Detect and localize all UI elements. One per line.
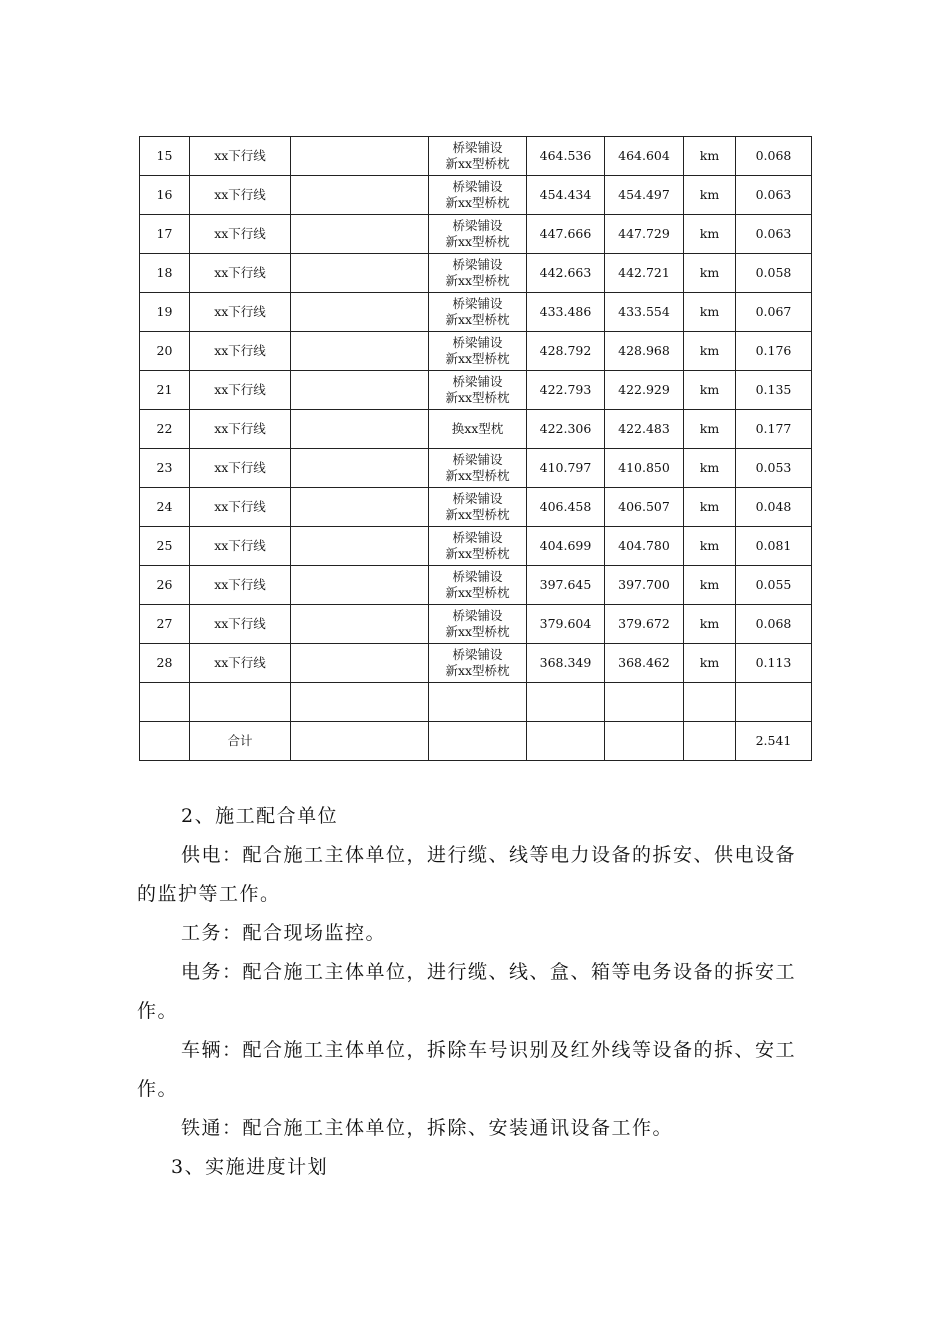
table-row: [140, 293, 812, 332]
empty-cell: [190, 683, 291, 722]
work-content-line: 桥梁铺设: [452, 608, 503, 623]
quantity: 0.063: [736, 215, 812, 254]
table-row: [140, 371, 812, 410]
quantity: 0.058: [736, 254, 812, 293]
table-row: [140, 488, 812, 527]
empty-cell: [291, 683, 429, 722]
start-mileage: 442.663: [527, 254, 605, 293]
line-name: xx下行线: [190, 605, 291, 644]
unit: km: [684, 566, 736, 605]
work-content: [429, 332, 527, 371]
line-name: xx下行线: [190, 176, 291, 215]
work-content-line: 新xx型桥枕: [445, 546, 510, 561]
empty-cell: [605, 683, 684, 722]
work-content: [429, 371, 527, 410]
work-content-line: 桥梁铺设: [452, 569, 503, 584]
line-name: xx下行线: [190, 644, 291, 683]
quantity: 0.053: [736, 449, 812, 488]
empty-cell: [291, 527, 429, 566]
work-content-line: 换xx型枕: [451, 421, 504, 436]
quantity: 0.048: [736, 488, 812, 527]
line-name: xx下行线: [190, 215, 291, 254]
empty-cell: [291, 722, 429, 761]
work-content: [429, 137, 527, 176]
empty-cell: [291, 566, 429, 605]
start-mileage: 464.536: [527, 137, 605, 176]
unit: km: [684, 410, 736, 449]
blank-row: [140, 683, 812, 722]
unit: km: [684, 137, 736, 176]
start-mileage: 433.486: [527, 293, 605, 332]
empty-cell: [429, 683, 527, 722]
work-content: [429, 293, 527, 332]
unit: km: [684, 254, 736, 293]
row-number: 17: [140, 215, 190, 254]
start-mileage: 406.458: [527, 488, 605, 527]
line-name: xx下行线: [190, 566, 291, 605]
line-name: xx下行线: [190, 449, 291, 488]
end-mileage: 442.721: [605, 254, 684, 293]
end-mileage: 433.554: [605, 293, 684, 332]
empty-cell: [605, 722, 684, 761]
work-content-line: 新xx型桥枕: [445, 273, 510, 288]
line-name: xx下行线: [190, 371, 291, 410]
work-content: [429, 176, 527, 215]
row-number: 15: [140, 137, 190, 176]
table-row: [140, 527, 812, 566]
end-mileage: 422.929: [605, 371, 684, 410]
table-row: [140, 605, 812, 644]
quantity: 0.081: [736, 527, 812, 566]
unit: km: [684, 371, 736, 410]
empty-cell: [291, 254, 429, 293]
table-row: [140, 137, 812, 176]
empty-cell: [527, 683, 605, 722]
empty-cell: [140, 683, 190, 722]
empty-cell: [291, 371, 429, 410]
row-number: 27: [140, 605, 190, 644]
start-mileage: 368.349: [527, 644, 605, 683]
unit: km: [684, 293, 736, 332]
work-content-line: 新xx型桥枕: [445, 468, 510, 483]
empty-cell: [291, 410, 429, 449]
work-content: [429, 605, 527, 644]
empty-cell: [291, 176, 429, 215]
table-row: [140, 644, 812, 683]
work-content-line: 桥梁铺设: [452, 647, 503, 662]
work-content-line: 桥梁铺设: [452, 491, 503, 506]
work-content: [429, 566, 527, 605]
work-content: [429, 254, 527, 293]
work-content-line: 新xx型桥枕: [445, 585, 510, 600]
quantity: 0.068: [736, 605, 812, 644]
work-content: [429, 449, 527, 488]
unit: km: [684, 449, 736, 488]
end-mileage: 454.497: [605, 176, 684, 215]
end-mileage: 379.672: [605, 605, 684, 644]
empty-cell: [291, 449, 429, 488]
quantity: 0.055: [736, 566, 812, 605]
work-content: [429, 488, 527, 527]
line-name: xx下行线: [190, 137, 291, 176]
work-content-line: 桥梁铺设: [452, 296, 503, 311]
total-label: 合计: [190, 722, 291, 761]
coop-item-telecom: 铁通：配合施工主体单位，拆除、安装通讯设备工作。: [181, 1117, 674, 1139]
empty-cell: [527, 722, 605, 761]
empty-cell: [291, 605, 429, 644]
end-mileage: 406.507: [605, 488, 684, 527]
work-content-line: 新xx型桥枕: [445, 195, 510, 210]
empty-cell: [291, 137, 429, 176]
work-content-line: 新xx型桥枕: [445, 351, 510, 366]
work-content-line: 新xx型桥枕: [445, 312, 510, 327]
row-number: 20: [140, 332, 190, 371]
empty-cell: [291, 332, 429, 371]
start-mileage: 397.645: [527, 566, 605, 605]
end-mileage: 422.483: [605, 410, 684, 449]
work-content: [429, 410, 527, 449]
row-number: 26: [140, 566, 190, 605]
row-number: 28: [140, 644, 190, 683]
work-content-line: 桥梁铺设: [452, 140, 503, 155]
start-mileage: 410.797: [527, 449, 605, 488]
schedule-heading: 3、实施进度计划: [171, 1156, 329, 1178]
quantity: 0.177: [736, 410, 812, 449]
quantity: 0.063: [736, 176, 812, 215]
row-number: 16: [140, 176, 190, 215]
empty-cell: [429, 722, 527, 761]
work-content-line: 新xx型桥枕: [445, 234, 510, 249]
work-content-line: 新xx型桥枕: [445, 156, 510, 171]
table-row: [140, 410, 812, 449]
unit: km: [684, 215, 736, 254]
empty-cell: [684, 722, 736, 761]
line-name: xx下行线: [190, 527, 291, 566]
row-number: 24: [140, 488, 190, 527]
line-name: xx下行线: [190, 332, 291, 371]
work-content-line: 桥梁铺设: [452, 179, 503, 194]
table-row: [140, 566, 812, 605]
total-value: 2.541: [736, 722, 812, 761]
end-mileage: 447.729: [605, 215, 684, 254]
unit: km: [684, 527, 736, 566]
end-mileage: 464.604: [605, 137, 684, 176]
empty-cell: [291, 215, 429, 254]
start-mileage: 454.434: [527, 176, 605, 215]
coop-heading: 2、施工配合单位: [181, 805, 339, 827]
coop-item-power: 供电：配合施工主体单位，进行缆、线等电力设备的拆安、供电设备的监护等工作。: [137, 844, 797, 905]
work-content-line: 桥梁铺设: [452, 452, 503, 467]
row-number: 18: [140, 254, 190, 293]
row-number: 25: [140, 527, 190, 566]
work-content-line: 新xx型桥枕: [445, 507, 510, 522]
quantity: 0.135: [736, 371, 812, 410]
line-name: xx下行线: [190, 410, 291, 449]
start-mileage: 404.699: [527, 527, 605, 566]
work-content-line: 桥梁铺设: [452, 218, 503, 233]
unit: km: [684, 332, 736, 371]
start-mileage: 428.792: [527, 332, 605, 371]
line-name: xx下行线: [190, 254, 291, 293]
row-number: 21: [140, 371, 190, 410]
work-content: [429, 644, 527, 683]
table-row: [140, 254, 812, 293]
start-mileage: 422.306: [527, 410, 605, 449]
start-mileage: 447.666: [527, 215, 605, 254]
quantity: 0.113: [736, 644, 812, 683]
table-row: [140, 176, 812, 215]
unit: km: [684, 605, 736, 644]
line-name: xx下行线: [190, 293, 291, 332]
quantity: 0.068: [736, 137, 812, 176]
coop-item-signal: 电务：配合施工主体单位，进行缆、线、盒、箱等电务设备的拆安工作。: [137, 961, 797, 1022]
end-mileage: 428.968: [605, 332, 684, 371]
work-content-line: 新xx型桥枕: [445, 390, 510, 405]
coop-item-track: 工务：配合现场监控。: [181, 922, 387, 944]
work-content-line: 新xx型桥枕: [445, 663, 510, 678]
row-number: 19: [140, 293, 190, 332]
work-content-line: 新xx型桥枕: [445, 624, 510, 639]
table-row: [140, 215, 812, 254]
empty-cell: [140, 722, 190, 761]
empty-cell: [291, 293, 429, 332]
row-number: 23: [140, 449, 190, 488]
unit: km: [684, 644, 736, 683]
row-number: 22: [140, 410, 190, 449]
table-row: [140, 332, 812, 371]
work-content-line: 桥梁铺设: [452, 374, 503, 389]
works-table: [139, 136, 812, 761]
work-content-line: 桥梁铺设: [452, 530, 503, 545]
quantity: 0.176: [736, 332, 812, 371]
empty-cell: [684, 683, 736, 722]
table-row: [140, 449, 812, 488]
start-mileage: 422.793: [527, 371, 605, 410]
unit: km: [684, 176, 736, 215]
end-mileage: 368.462: [605, 644, 684, 683]
coop-section: [137, 797, 813, 1187]
start-mileage: 379.604: [527, 605, 605, 644]
work-content: [429, 215, 527, 254]
quantity: 0.067: [736, 293, 812, 332]
total-row: [140, 722, 812, 761]
end-mileage: 404.780: [605, 527, 684, 566]
empty-cell: [291, 488, 429, 527]
coop-item-vehicle: 车辆：配合施工主体单位，拆除车号识别及红外线等设备的拆、安工作。: [137, 1039, 797, 1100]
empty-cell: [736, 683, 812, 722]
work-content: [429, 527, 527, 566]
work-content-line: 桥梁铺设: [452, 335, 503, 350]
empty-cell: [291, 644, 429, 683]
unit: km: [684, 488, 736, 527]
table-body: [140, 137, 812, 761]
line-name: xx下行线: [190, 488, 291, 527]
end-mileage: 397.700: [605, 566, 684, 605]
end-mileage: 410.850: [605, 449, 684, 488]
work-content-line: 桥梁铺设: [452, 257, 503, 272]
